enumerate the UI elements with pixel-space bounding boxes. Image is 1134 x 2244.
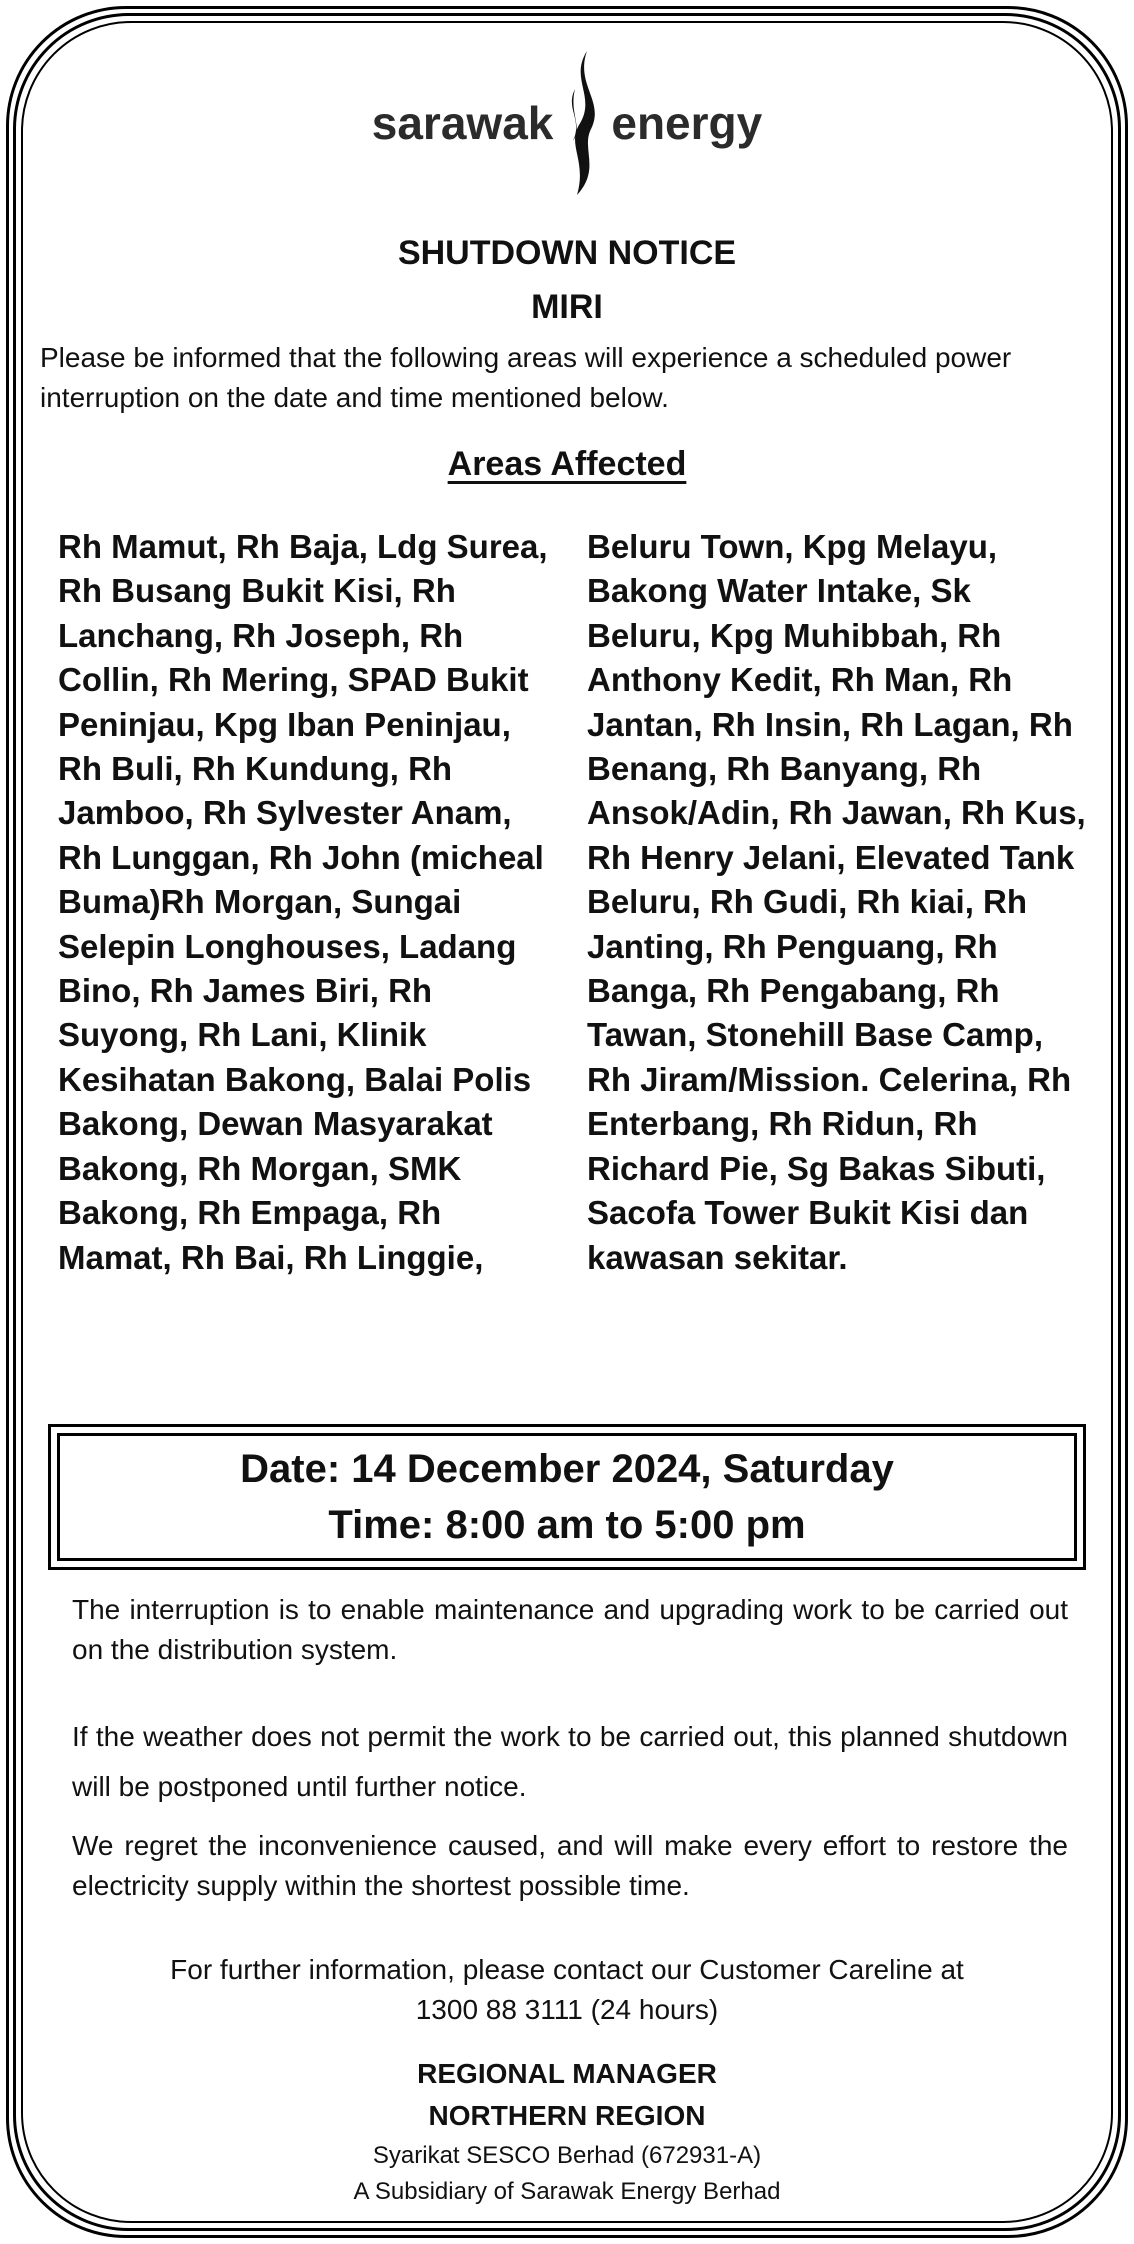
signature-company: Syarikat SESCO Berhad (672931-A) [372,2142,762,2169]
areas-right-column: Beluru Town, Kpg Melayu, Bakong Water Intake, Sk Beluru, Kpg Muhibbah, Rh Anthony Kedit, Rh Man, Rh Jantan, Rh Insin, Rh Lagan, Rh Benang, Rh Banyang, Rh Ansok/Adin, Rh Jawan, Rh Kus, Rh Henry Jelani, Elevated Tank Beluru, Rh Gudi, Rh kiai, Rh Janting, Rh Penguang, Rh Banga, Rh Pengabang, Rh Tawan, Stonehill Base Camp, Rh Jiram/Mission. Celerina, Rh Enterbang, Rh Ridun, Rh Richard Pie, Sg Bakas Sibuti, Sacofa Tower Bukit Kisi dan kawasan sekitar. [587,528,1086,1276]
logo-word-right: energy [611,97,763,149]
schedule-box [48,1424,1086,1570]
logo-word-left: sarawak [371,97,554,149]
signature-parent: A Subsidiary of Sarawak Energy Berhad [353,2178,781,2205]
schedule-box-inner [57,1433,1077,1561]
signature-title: REGIONAL MANAGER [417,2058,717,2089]
signature-region: NORTHERN REGION [428,2100,706,2131]
reason-paragraph: The interruption is to enable maintenance and upgrading work to be carried out on the distribution system. [72,1594,1068,1665]
notice-location: MIRI [531,288,603,326]
flame-swirl-icon [557,49,607,197]
careline-number: 1300 88 3111 (24 hours) [415,1994,719,2025]
sarawak-energy-logo [0,48,1134,198]
notice-title: SHUTDOWN NOTICE [397,234,737,272]
apology-paragraph: We regret the inconvenience caused, and will make every effort to restore the electricity supply within the shortest possible time. [72,1830,1068,1901]
intro-paragraph: Please be informed that the following areas will experience a scheduled power interruption on the date and time mentioned below. [40,342,1012,413]
areas-heading: Areas Affected [447,445,687,483]
schedule-time: Time: 8:00 am to 5:00 pm [328,1503,806,1547]
contact-block [0,1950,1134,2030]
contact-line: For further information, please contact our Customer Careline at [170,1954,964,1985]
areas-left-column: Rh Mamut, Rh Baja, Ldg Surea, Rh Busang Bukit Kisi, Rh Lanchang, Rh Joseph, Rh Collin, Rh Mering, SPAD Bukit Peninjau, Kpg Iban Peninjau, Rh Buli, Rh Kundung, Rh Jamboo, Rh Sylvester Anam, Rh Lunggan, Rh John (micheal Buma)Rh Morgan, Sungai Selepin Longhouses, Ladang Bino, Rh James Biri, Rh Suyong, Rh Lani, Klinik Kesihatan Bakong, Balai Polis Bakong, Dewan Masyarakat Bakong, Rh Morgan, SMK Bakong, Rh Empaga, Rh Mamat, Rh Bai, Rh Linggie, [58,528,548,1276]
schedule-date: Date: 14 December 2024, Saturday [240,1447,894,1491]
weather-paragraph: If the weather does not permit the work to be carried out, this planned shutdown will be postponed until further notice. [72,1721,1068,1802]
